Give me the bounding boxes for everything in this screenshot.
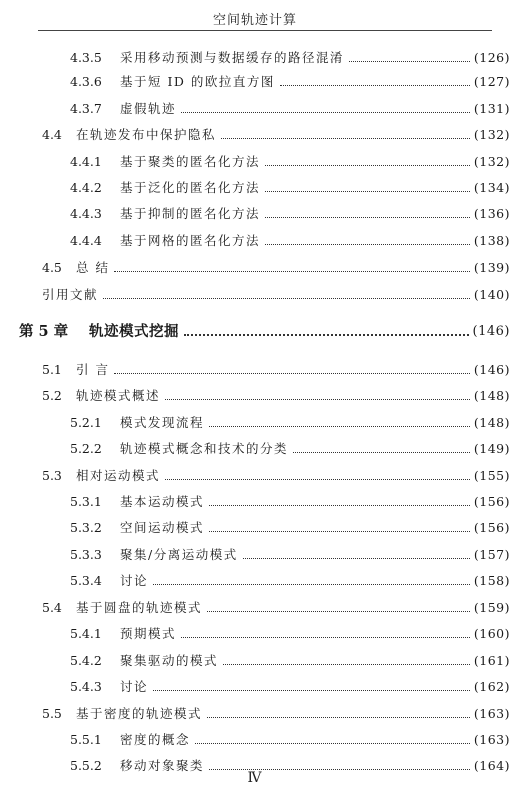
toc-entry-title: 采用移动预测与数据缓存的路径混淆 [120,50,345,65]
toc-entry-number: 5.1 [42,362,62,377]
page-number: Ⅳ [247,770,263,786]
toc-entry-number: 5.3 [42,468,62,483]
toc-entry-number: 5.2 [42,388,62,403]
toc-entry-5-4[interactable] [0,596,510,616]
toc-chapter-number: 第 5 章 [19,323,69,340]
toc-entry-page: (159) [473,600,510,615]
dot-leader [280,85,470,86]
toc-entry-page: (138) [473,233,510,248]
toc-entry-page: (146) [473,362,510,377]
dot-leader [114,373,469,374]
toc-entry-number: 5.3.1 [70,494,102,509]
toc-entry-page: (132) [473,127,510,142]
toc-entry-page: (148) [473,388,510,403]
toc-entry-5-2-2[interactable] [0,437,510,457]
toc-entry-title: 轨迹模式概念和技术的分类 [120,441,289,456]
toc-entry-page: (134) [473,180,510,195]
toc-entry-4-5[interactable] [0,256,510,276]
toc-entry-page: (156) [473,520,510,535]
toc-entry-5-4-2[interactable] [0,649,510,669]
dot-leader [349,61,470,62]
toc-entry-title: 讨论 [120,679,149,694]
toc-entry-page: (157) [473,547,510,562]
toc-entry-page: (162) [473,679,510,694]
toc-entry-title: 引 言 [76,362,110,377]
toc-entry-number: 5.2.2 [70,441,102,456]
toc-entry-page: (161) [473,653,510,668]
toc-entry-page: (158) [473,573,510,588]
dot-leader [223,664,470,665]
toc-entry-number: 5.5.1 [70,732,102,747]
toc-entry-page: (127) [473,74,510,89]
toc-entry-number: 4.3.5 [70,50,102,65]
toc-entry-number: 5.5.2 [70,758,102,773]
toc-entry-number: 5.4 [42,600,62,615]
toc-entry-5-1[interactable] [0,358,510,378]
toc-entry-page: (163) [473,732,510,747]
toc-entry-title: 相对运动模式 [76,468,161,483]
toc-entry-number: 5.4.2 [70,653,102,668]
toc-entry-number: 4.4.3 [70,206,102,221]
toc-entry-5-3-4[interactable] [0,569,510,589]
toc-entry-number: 4.4.2 [70,180,102,195]
toc-entry-page: (149) [473,441,510,456]
toc-entry-title: 基于圆盘的轨迹模式 [76,600,203,615]
dot-leader [265,244,470,245]
toc-entry-title: 基于短 ID 的欧拉直方图 [120,74,275,89]
toc-entry-title: 总 结 [76,260,110,275]
dot-leader [265,165,470,166]
toc-entry-5-4-3[interactable] [0,675,510,695]
toc-entry-page: (140) [473,287,510,302]
toc-entry-page: (132) [473,154,510,169]
dot-leader [221,138,470,139]
toc-entry-number: 5.3.2 [70,520,102,535]
toc-entry-number: 5.3.4 [70,573,102,588]
toc-entry-page: (164) [473,758,510,773]
toc-entry-5-3-2[interactable] [0,516,510,536]
toc-entry-number: 4.3.7 [70,101,102,116]
toc-entry-title: 基于网格的匿名化方法 [120,233,261,248]
toc-entry-title: 引用文献 [42,287,99,302]
dot-leader [153,584,470,585]
dot-leader [114,271,469,272]
dot-leader [209,505,470,506]
toc-entry-4-3-7[interactable] [0,97,510,117]
toc-entry-page: (136) [473,206,510,221]
toc-entry-page: (163) [473,706,510,721]
toc-entry-title: 基于聚类的匿名化方法 [120,154,261,169]
toc-entry-title: 聚集驱动的模式 [120,653,219,668]
toc-entry-5-4-1[interactable] [0,622,510,642]
dot-leader [209,531,470,532]
toc-entry-title: 基于密度的轨迹模式 [76,706,203,721]
toc-entry-number: 4.5 [42,260,62,275]
toc-entry-number: 5.4.1 [70,626,102,641]
toc-entry-4-3-5[interactable] [0,46,510,66]
toc-entry-4-3-6[interactable] [0,70,510,90]
dot-leader [243,558,470,559]
toc-entry-title: 空间运动模式 [120,520,205,535]
toc-entry-page: (126) [473,50,510,65]
toc-entry-4-4-2[interactable] [0,176,510,196]
toc-entry-title: 模式发现流程 [120,415,205,430]
toc-entry-number: 4.4 [42,127,62,142]
dot-leader [195,743,470,744]
toc-entry-number: 4.3.6 [70,74,102,89]
toc-entry-title: 在轨迹发布中保护隐私 [76,127,217,142]
toc-entry-5-5[interactable] [0,702,510,722]
running-header: 空间轨迹计算 [212,13,297,28]
toc-entry-page: (160) [473,626,510,641]
toc-entry-references[interactable] [0,283,510,303]
toc-entry-title: 基于抑制的匿名化方法 [120,206,261,221]
toc-entry-5-3[interactable] [0,464,510,484]
toc-entry-number: 5.4.3 [70,679,102,694]
toc-entry-5-5-1[interactable] [0,728,510,748]
dot-leader [184,334,469,336]
toc-entry-page: (139) [473,260,510,275]
toc-entry-4-4-3[interactable] [0,202,510,222]
toc-chapter-title: 轨迹模式挖掘 [89,323,179,340]
toc-entry-title: 移动对象聚类 [120,758,205,773]
toc-entry-page: (148) [473,415,510,430]
toc-entry-5-2[interactable] [0,384,510,404]
toc-entry-4-4[interactable] [0,123,510,143]
toc-entry-title: 聚集/分离运动模式 [120,547,238,562]
toc-entry-number: 4.4.1 [70,154,102,169]
toc-entry-title: 虚假轨迹 [120,101,177,116]
toc-entry-4-4-1[interactable] [0,150,510,170]
toc-entry-title: 基本运动模式 [120,494,205,509]
toc-entry-5-3-1[interactable] [0,490,510,510]
toc-entry-page: (146) [472,324,510,339]
toc-entry-number: 5.2.1 [70,415,102,430]
toc-entry-page: (156) [473,494,510,509]
dot-leader [181,112,470,113]
dot-leader [153,690,470,691]
toc-entry-number: 5.5 [42,706,62,721]
toc-entry-title: 密度的概念 [120,732,191,747]
dot-leader [265,217,470,218]
toc-entry-4-4-4[interactable] [0,229,510,249]
toc-entry-number: 4.4.4 [70,233,102,248]
dot-leader [165,479,470,480]
toc-entry-page: (131) [473,101,510,116]
toc-entry-page: (155) [473,468,510,483]
toc-entry-title: 讨论 [120,573,149,588]
dot-leader [209,426,470,427]
toc-entry-title: 基于泛化的匿名化方法 [120,180,261,195]
toc-entry-5-2-1[interactable] [0,411,510,431]
toc-entry-title: 轨迹模式概述 [76,388,161,403]
dot-leader [207,611,470,612]
dot-leader [207,717,470,718]
dot-leader [181,637,470,638]
dot-leader [103,298,470,299]
dot-leader [293,452,470,453]
toc-entry-title: 预期模式 [120,626,177,641]
dot-leader [165,399,470,400]
toc-chapter-5[interactable] [0,320,510,340]
toc-entry-5-3-3[interactable] [0,543,510,563]
toc-entry-number: 5.3.3 [70,547,102,562]
dot-leader [265,191,470,192]
